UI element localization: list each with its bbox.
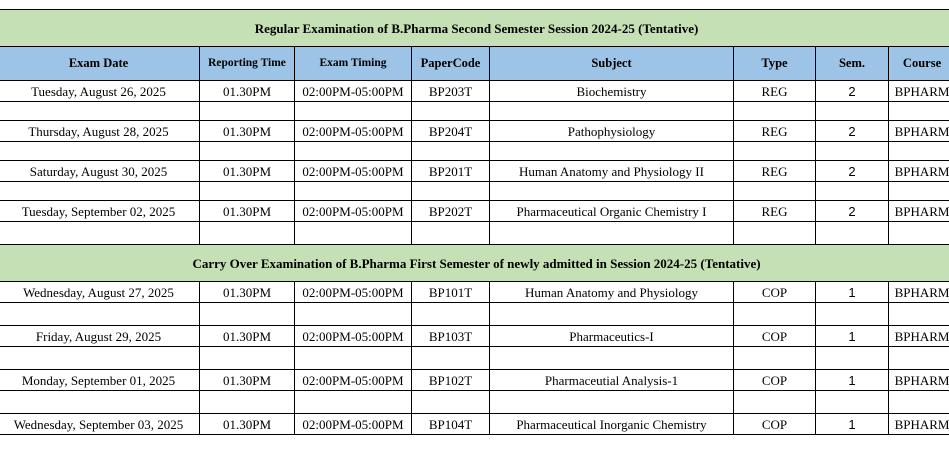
table-row — [0, 121, 949, 142]
cell-timing: 02:00PM-05:00PM — [295, 201, 412, 222]
cell-date: Wednesday, August 27, 2025 — [0, 282, 200, 303]
cell-code: BP103T — [412, 326, 490, 347]
header-paper-code: PaperCode — [412, 47, 490, 81]
cell-subject: Human Anatomy and Physiology — [490, 282, 734, 303]
cell-subject: Pharmaceutical Inorganic Chemistry — [490, 414, 734, 435]
cell-timing: 02:00PM-05:00PM — [295, 81, 412, 102]
cell-reporting: 01.30PM — [200, 121, 295, 142]
cell-type: COP — [734, 414, 816, 435]
cell-subject: Pathophysiology — [490, 121, 734, 142]
header-subject: Subject — [490, 47, 734, 81]
table-row — [0, 370, 949, 391]
cell-subject: Pharmaceutics-I — [490, 326, 734, 347]
cell-subject: Pharmaceutial Analysis-1 — [490, 370, 734, 391]
cell-type: REG — [734, 201, 816, 222]
cell-reporting: 01.30PM — [200, 370, 295, 391]
table-row — [0, 161, 949, 182]
header-exam-date: Exam Date — [0, 47, 200, 81]
cell-code: BP201T — [412, 161, 490, 182]
cell-type: REG — [734, 81, 816, 102]
cell-code: BP204T — [412, 121, 490, 142]
cell-date: Saturday, August 30, 2025 — [0, 161, 200, 182]
cell-sem: 1 — [816, 282, 889, 303]
header-reporting-time: Reporting Time — [200, 47, 295, 81]
cell-type: REG — [734, 121, 816, 142]
cell-course: BPHARM — [889, 161, 949, 182]
spacer-row — [0, 182, 949, 201]
table-row — [0, 81, 949, 102]
cell-type: COP — [734, 282, 816, 303]
cell-type: COP — [734, 326, 816, 347]
cell-type: REG — [734, 161, 816, 182]
spacer-row — [0, 303, 949, 326]
section2-title: Carry Over Examination of B.Pharma First Semester of newly admitted in Session 2024-25 (Tentative) — [0, 245, 949, 282]
header-type: Type — [734, 47, 816, 81]
table-row — [0, 326, 949, 347]
cell-sem: 1 — [816, 414, 889, 435]
cell-timing: 02:00PM-05:00PM — [295, 326, 412, 347]
table-row — [0, 201, 949, 222]
cell-code: BP101T — [412, 282, 490, 303]
cell-sem: 2 — [816, 201, 889, 222]
section-banner — [0, 245, 949, 282]
cell-course: BPHARM — [889, 414, 949, 435]
cell-date: Thursday, August 28, 2025 — [0, 121, 200, 142]
table-row — [0, 414, 949, 435]
cell-date: Friday, August 29, 2025 — [0, 326, 200, 347]
cell-sem: 2 — [816, 81, 889, 102]
cell-reporting: 01.30PM — [200, 201, 295, 222]
header-course: Course — [889, 47, 949, 81]
spacer-row — [0, 142, 949, 161]
cell-code: BP203T — [412, 81, 490, 102]
cell-type: COP — [734, 370, 816, 391]
spacer-row — [0, 391, 949, 414]
header-sem: Sem. — [816, 47, 889, 81]
cell-date: Monday, September 01, 2025 — [0, 370, 200, 391]
table-row — [0, 282, 949, 303]
cell-reporting: 01.30PM — [200, 414, 295, 435]
cell-reporting: 01.30PM — [200, 282, 295, 303]
cell-code: BP102T — [412, 370, 490, 391]
cell-subject: Biochemistry — [490, 81, 734, 102]
cell-course: BPHARM — [889, 370, 949, 391]
cell-reporting: 01.30PM — [200, 81, 295, 102]
cell-timing: 02:00PM-05:00PM — [295, 370, 412, 391]
cell-timing: 02:00PM-05:00PM — [295, 161, 412, 182]
cell-course: BPHARM — [889, 81, 949, 102]
cell-course: BPHARM — [889, 201, 949, 222]
cell-subject: Pharmaceutical Organic Chemistry I — [490, 201, 734, 222]
spacer-row — [0, 222, 949, 245]
header-exam-timing: Exam Timing — [295, 47, 412, 81]
cell-code: BP202T — [412, 201, 490, 222]
section1-title: Regular Examination of B.Pharma Second Semester Session 2024-25 (Tentative) — [0, 10, 949, 47]
cell-course: BPHARM — [889, 282, 949, 303]
exam-schedule-table — [0, 9, 949, 435]
cell-sem: 1 — [816, 370, 889, 391]
cell-sem: 2 — [816, 161, 889, 182]
cell-date: Tuesday, August 26, 2025 — [0, 81, 200, 102]
cell-code: BP104T — [412, 414, 490, 435]
cell-course: BPHARM — [889, 326, 949, 347]
spacer-row — [0, 347, 949, 370]
cell-date: Tuesday, September 02, 2025 — [0, 201, 200, 222]
cell-subject: Human Anatomy and Physiology II — [490, 161, 734, 182]
cell-timing: 02:00PM-05:00PM — [295, 282, 412, 303]
cell-timing: 02:00PM-05:00PM — [295, 121, 412, 142]
cell-course: BPHARM — [889, 121, 949, 142]
cell-reporting: 01.30PM — [200, 326, 295, 347]
cell-reporting: 01.30PM — [200, 161, 295, 182]
spacer-row — [0, 102, 949, 121]
section-banner — [0, 10, 949, 47]
cell-date: Wednesday, September 03, 2025 — [0, 414, 200, 435]
cell-timing: 02:00PM-05:00PM — [295, 414, 412, 435]
cell-sem: 2 — [816, 121, 889, 142]
cell-sem: 1 — [816, 326, 889, 347]
header-row — [0, 47, 949, 81]
